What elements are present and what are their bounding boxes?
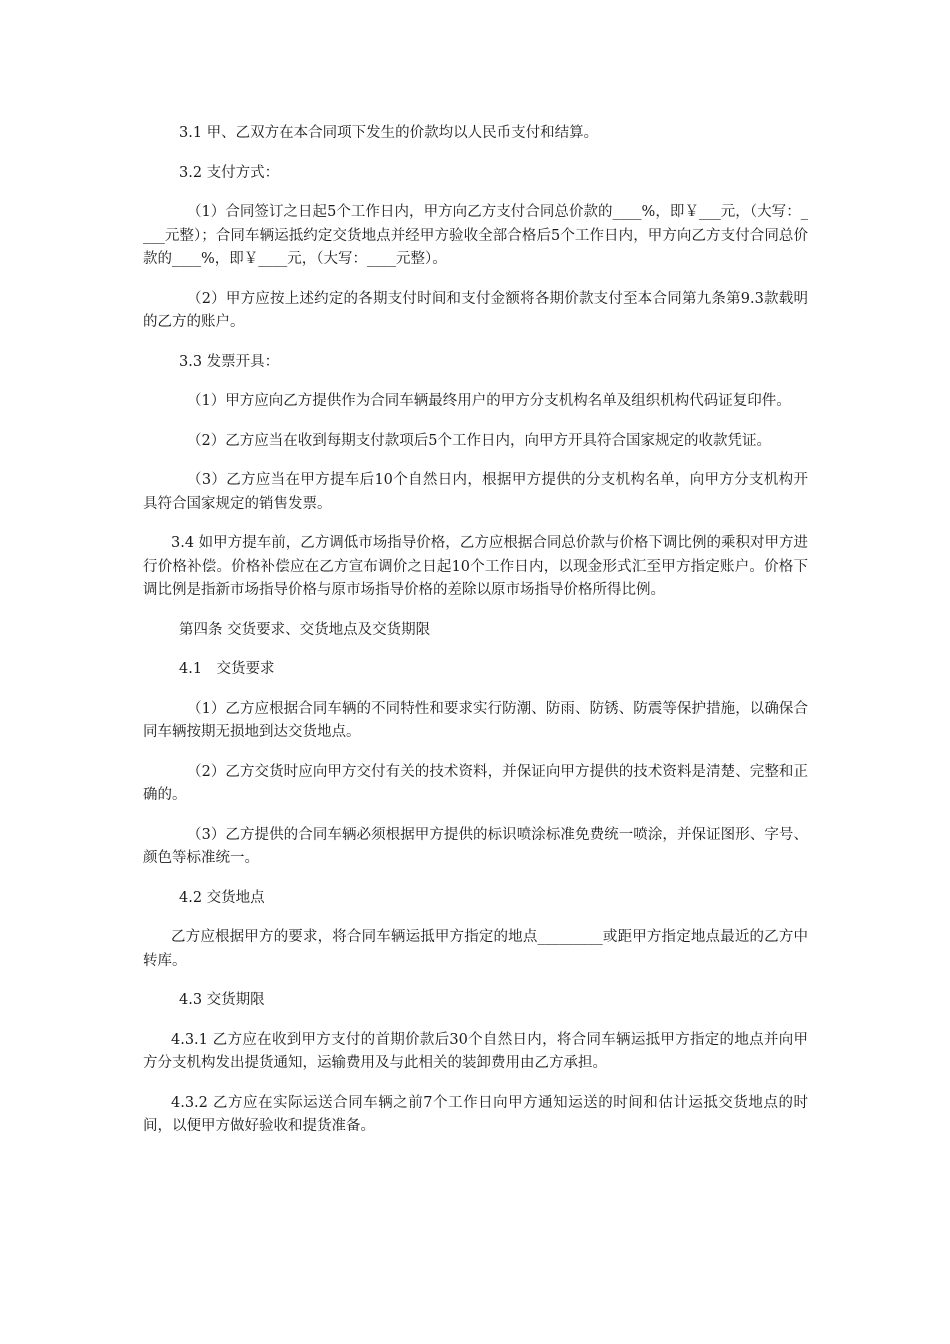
- clause-4-1-heading: 4.1 交货要求: [179, 661, 275, 677]
- document-page: [143, 122, 808, 1155]
- clause-3-3-heading: 3.3 发票开具：: [179, 353, 280, 370]
- clause-3-2-heading: 3.2 支付方式：: [179, 164, 280, 181]
- clause-3-3-item-2: （2）乙方应当在收到每期支付款项后5个工作日内，向甲方开具符合国家规定的收款凭证。: [187, 432, 771, 449]
- clause-3-3-item-3: （3）乙方应当在甲方提车后10个自然日内，根据甲方提供的分支机构名单，向甲方分支机构开具符合国家规定的销售发票。: [143, 472, 808, 512]
- clause-4-3-1: 4.3.1 乙方应在收到甲方支付的首期价款后30个自然日内，将合同车辆运抵甲方指定的地点并向甲方分支机构发出提货通知，运输费用及与此相关的装卸费用由乙方承担。: [143, 1031, 808, 1071]
- clause-3-3-item-1: （1）甲方应向乙方提供作为合同车辆最终用户的甲方分支机构名单及组织机构代码证复印件。: [187, 393, 791, 409]
- clause-4-2-body: 乙方应根据甲方的要求，将合同车辆运抵甲方指定的地点_________或距甲方指定地点最近的乙方中转库。: [143, 929, 808, 969]
- clause-4-1-item-2: （2）乙方交货时应向甲方交付有关的技术资料，并保证向甲方提供的技术资料是清楚、完整和正确的。: [143, 763, 808, 803]
- clause-3-1: 3.1 甲、乙双方在本合同项下发生的价款均以人民币支付和结算。: [179, 125, 599, 141]
- clause-3-2-item-2: （2）甲方应按上述约定的各期支付时间和支付金额将各期价款支付至本合同第九条第9.3款载明的乙方的账户。: [143, 290, 808, 330]
- article-4-title: 第四条 交货要求、交货地点及交货期限: [179, 621, 431, 638]
- clause-4-3-heading: 4.3 交货期限: [179, 992, 265, 1008]
- clause-4-1-item-3: （3）乙方提供的合同车辆必须根据甲方提供的标识喷涂标准免费统一喷涂，并保证图形、字号、颜色等标准统一。: [143, 826, 808, 866]
- clause-4-2-heading: 4.2 交货地点: [179, 889, 265, 906]
- clause-4-3-2: 4.3.2 乙方应在实际运送合同车辆之前7个工作日向甲方通知运送的时间和估计运抵交货地点的时间，以便甲方做好验收和提货准备。: [143, 1094, 808, 1134]
- clause-3-2-item-1: （1）合同签订之日起5个工作日内，甲方向乙方支付合同总价款的____%，即￥___元，（大写：____元整）；合同车辆运抵约定交货地点并经甲方验收全部合格后5个工作日内，甲方向乙方支付合同总价款的____%，即￥____元，（大写：____元整）。: [143, 204, 808, 267]
- clause-3-4: 3.4 如甲方提车前，乙方调低市场指导价格，乙方应根据合同总价款与价格下调比例的乘积对甲方进行价格补偿。价格补偿应在乙方宣布调价之日起10个工作日内，以现金形式汇至甲方指定账户。价格下调比例是指新市场指导价格与原市场指导价格的差除以原市场指导价格所得比例。: [143, 535, 808, 598]
- clause-4-1-item-1: （1）乙方应根据合同车辆的不同特性和要求实行防潮、防雨、防锈、防震等保护措施，以确保合同车辆按期无损地到达交货地点。: [143, 700, 808, 740]
